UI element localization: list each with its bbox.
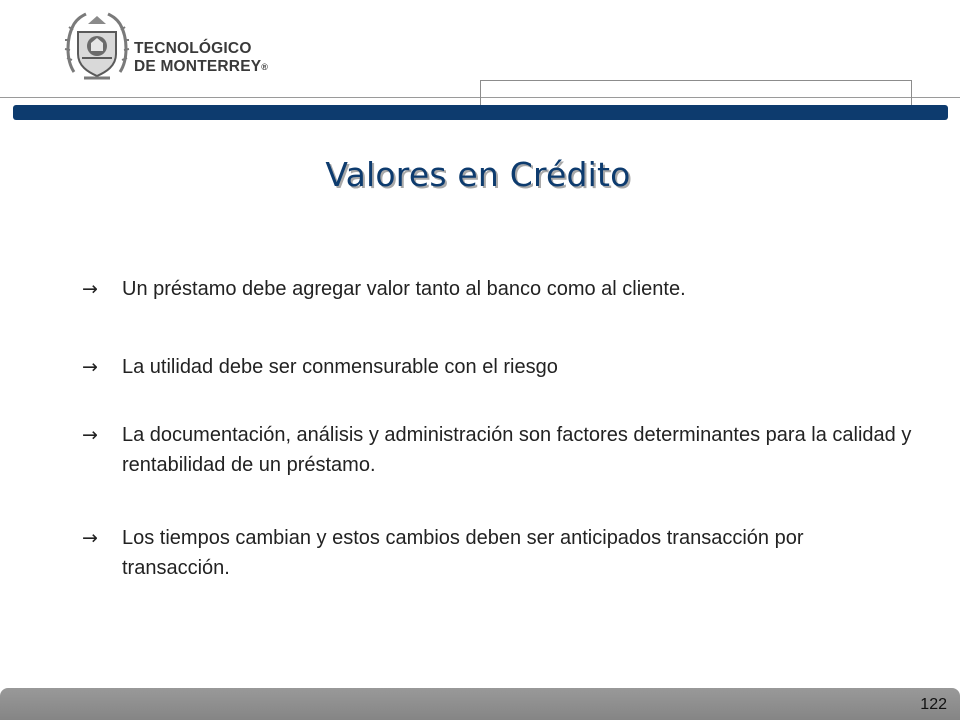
logo-wordmark (134, 40, 268, 76)
arrow-right-icon: → (82, 527, 98, 549)
bullet-text: Un préstamo debe agregar valor tanto al banco como al cliente. (122, 278, 686, 300)
bullet-text: La documentación, análisis y administración son factores determinantes para la calidad y rentabilidad de un préstamo. (122, 424, 912, 476)
tec-logo (64, 10, 274, 84)
logo-line-1: TECNOLÓGICO (134, 40, 252, 57)
bullet-item (82, 352, 912, 382)
bullet-item (82, 523, 912, 583)
bullet-text: La utilidad debe ser conmensurable con el riesgo (122, 356, 558, 378)
logo-line-2 (134, 58, 268, 76)
registered-mark: ® (261, 62, 269, 72)
bullet-item (82, 274, 912, 304)
logo-line-2-text: DE MONTERREY (134, 58, 262, 75)
bullet-item (82, 420, 912, 480)
page-number: 122 (920, 696, 947, 713)
slide-title: Valores en Crédito (325, 155, 631, 194)
header-accent-bar (13, 105, 948, 120)
bullet-text: Los tiempos cambian y estos cambios deben ser anticipados transacción por transacción. (122, 527, 804, 579)
bullet-list (82, 274, 912, 583)
arrow-right-icon: → (82, 356, 98, 378)
footer-bar (0, 688, 960, 720)
arrow-right-icon: → (82, 424, 98, 446)
arrow-right-icon: → (82, 278, 98, 300)
tec-seal-icon (64, 10, 130, 84)
